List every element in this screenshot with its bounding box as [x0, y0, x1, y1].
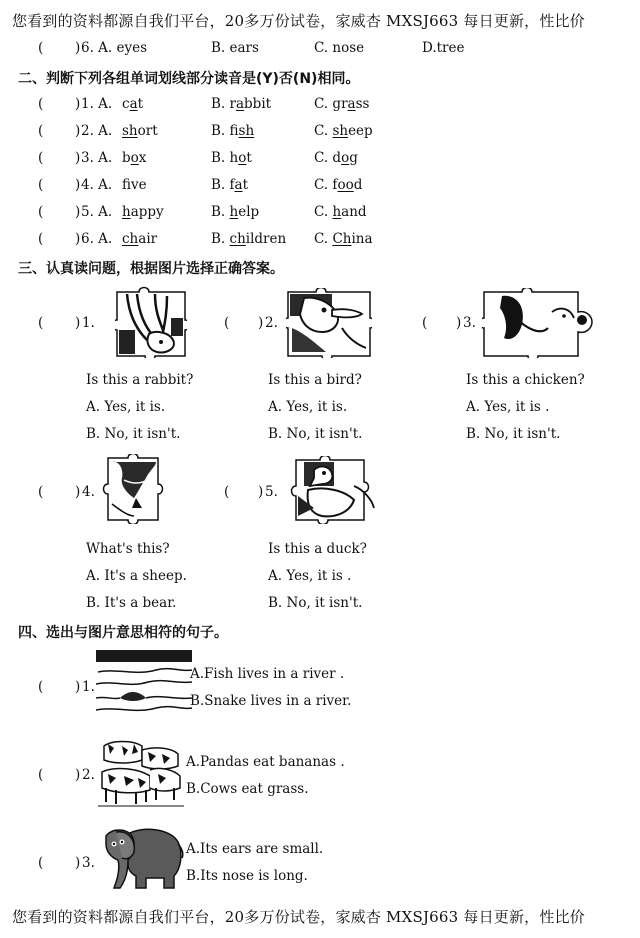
answer-paren-close: ): [75, 150, 81, 166]
word-part: B. h: [211, 150, 239, 166]
question: Is this a duck?: [268, 541, 367, 557]
option-b: B. No, it isn't.: [466, 426, 561, 442]
answer-paren-close: ): [75, 177, 81, 193]
answer-paren-open: (: [38, 177, 44, 193]
word-part: ildren: [245, 231, 287, 247]
word-part: t: [246, 150, 252, 166]
word-part: ort: [137, 123, 158, 139]
answer-paren-open: (: [224, 315, 230, 331]
word-part: t: [242, 177, 248, 193]
answer-paren-open: (: [224, 484, 230, 500]
answer-paren-open: (: [422, 315, 428, 331]
option-b: B.Cows eat grass.: [186, 781, 309, 797]
option-a: [122, 96, 143, 112]
row-number: 4. A.: [81, 177, 113, 193]
duck-puzzle-image: [284, 456, 376, 524]
item-number: 3.: [82, 855, 95, 871]
word-part: B. f: [211, 177, 235, 193]
answer-paren-open: (: [38, 679, 44, 695]
option-a: [122, 177, 147, 193]
item-number: 2.: [265, 315, 278, 331]
word-part: elp: [238, 204, 260, 220]
item-number: 5.: [265, 484, 278, 500]
answer-paren-close: ): [75, 231, 81, 247]
answer-paren-close: ): [456, 315, 462, 331]
item-number: 3.: [463, 315, 476, 331]
word-part: c: [122, 96, 130, 112]
bear-puzzle-image: [98, 454, 170, 524]
section-4-title: 四、选出与图片意思相符的句子。: [18, 625, 228, 641]
word-part: C.: [314, 123, 333, 139]
answer-paren-open: (: [38, 855, 44, 871]
word-part: t: [137, 96, 144, 112]
answer-paren-open: (: [38, 123, 44, 139]
row-number: 5. A.: [81, 204, 113, 220]
word-part: and: [341, 204, 367, 220]
underlined-letters: oo: [337, 177, 354, 193]
word-part: ss: [355, 96, 370, 112]
word-part: eep: [348, 123, 373, 139]
answer-paren-close: ): [75, 40, 81, 56]
word-part: d: [353, 177, 363, 193]
question: What's this?: [86, 541, 170, 557]
question: Is this a chicken?: [466, 372, 585, 388]
word-part: B. r: [211, 96, 236, 112]
option-c: [314, 123, 373, 139]
answer-paren-open: (: [38, 96, 44, 112]
option-a: A. Yes, it is .: [268, 568, 352, 584]
row-number: 3. A.: [81, 150, 113, 166]
option-c: C. nose: [314, 40, 365, 56]
answer-paren-close: ): [75, 484, 81, 500]
word-part: C. d: [314, 150, 342, 166]
option-b: B. No, it isn't.: [268, 595, 363, 611]
word-part: C.: [314, 204, 333, 220]
underlined-letters: a: [129, 96, 138, 112]
word-part: B.: [211, 204, 230, 220]
option-a: [122, 150, 146, 166]
option-c: [314, 96, 369, 112]
option-b: B. It's a bear.: [86, 595, 177, 611]
answer-paren-close: ): [75, 204, 81, 220]
answer-paren-close: ): [75, 767, 81, 783]
answer-paren-open: (: [38, 150, 44, 166]
answer-paren-close: ): [75, 679, 81, 695]
option-c: [314, 177, 362, 193]
answer-paren-close: ): [258, 484, 264, 500]
word-part: ina: [351, 231, 373, 247]
row-number: 2. A.: [81, 123, 113, 139]
item-number: 4.: [82, 484, 95, 500]
chicken-puzzle-image: [482, 288, 594, 358]
promo-banner-bottom: 您看到的资料都源自我们平台，20多万份试卷，家威杏 MXSJ663 每日更新，性比价: [12, 908, 585, 926]
option-a: A. Yes, it is.: [268, 399, 348, 415]
underlined-letters: o: [130, 150, 139, 166]
underlined-letters: sh: [122, 123, 138, 139]
rabbit-puzzle-image: [115, 286, 187, 358]
section-3-title: 三、认真读问题，根据图片选择正确答案。: [18, 261, 284, 277]
underlined-letters: h: [332, 204, 342, 220]
option-a: A.Its ears are small.: [186, 841, 324, 857]
option-b: [211, 177, 248, 193]
underlined-letters: Ch: [332, 231, 352, 247]
answer-paren-open: (: [38, 40, 44, 56]
answer-paren-close: ): [75, 123, 81, 139]
row-number: 6. A.: [81, 231, 113, 247]
option-c: [314, 150, 358, 166]
answer-paren-open: (: [38, 767, 44, 783]
option-a: A.Pandas eat bananas .: [186, 754, 345, 770]
word-part: C.: [314, 231, 333, 247]
answer-paren-open: (: [38, 484, 44, 500]
option-b: B.Snake lives in a river.: [190, 693, 352, 709]
word-part: b: [122, 150, 131, 166]
underlined-letters: ch: [229, 231, 246, 247]
option-d: D.tree: [422, 40, 465, 56]
underlined-letters: sh: [238, 123, 255, 139]
cows-grazing-image: [98, 736, 184, 808]
underlined-letters: a: [347, 96, 356, 112]
underlined-letters: o: [238, 150, 247, 166]
option-b: [211, 204, 259, 220]
word-part: air: [138, 231, 158, 247]
underlined-letters: o: [341, 150, 350, 166]
underlined-letters: a: [235, 96, 245, 112]
option-a: A. Yes, it is .: [466, 399, 550, 415]
option-a: A. Yes, it is.: [86, 399, 166, 415]
option-b: [211, 123, 254, 139]
option-b: B. ears: [211, 40, 259, 56]
underlined-letters: h: [229, 204, 239, 220]
word-part: bbit: [244, 96, 272, 112]
item-number: 1.: [82, 679, 95, 695]
option-a: [122, 231, 157, 247]
answer-paren-close: ): [75, 855, 81, 871]
option-b: B. No, it isn't.: [268, 426, 363, 442]
option-a: A. It's a sheep.: [86, 568, 187, 584]
option-b: B. No, it isn't.: [86, 426, 181, 442]
bird-puzzle-image: [286, 288, 372, 358]
option-b: [211, 96, 271, 112]
word-part: C. gr: [314, 96, 348, 112]
answer-paren-close: ): [75, 96, 81, 112]
question: Is this a rabbit?: [86, 372, 194, 388]
word-part: g: [349, 150, 358, 166]
elephant-image: [98, 822, 184, 892]
word-part: B. fi: [211, 123, 239, 139]
answer-paren-open: (: [38, 231, 44, 247]
option-b: [211, 150, 252, 166]
answer-paren-close: ): [258, 315, 264, 331]
option-b: [211, 231, 286, 247]
river-snake-image: [96, 648, 192, 720]
option-a: A.Fish lives in a river .: [190, 666, 345, 682]
word-part: ve: [131, 177, 147, 193]
answer-paren-close: ): [75, 315, 81, 331]
option-a: [122, 204, 164, 220]
underlined-letters: h: [122, 204, 131, 220]
row-number: 1. A.: [81, 96, 113, 112]
word-part: B.: [211, 231, 230, 247]
option-c: [314, 204, 367, 220]
word-part: f: [122, 177, 132, 193]
underlined-letters: ch: [122, 231, 139, 247]
promo-banner-top: 您看到的资料都源自我们平台，20多万份试卷，家威杏 MXSJ663 每日更新，性比价: [12, 12, 585, 30]
word-part: x: [138, 150, 147, 166]
option-c: [314, 231, 373, 247]
underlined-letters: sh: [332, 123, 349, 139]
item-number: 1.: [82, 315, 95, 331]
answer-paren-open: (: [38, 315, 44, 331]
word-part: appy: [130, 204, 164, 220]
option-a: [122, 123, 158, 139]
word-part: C. f: [314, 177, 338, 193]
option-a: 6. A. eyes: [81, 40, 148, 56]
underlined-letters: a: [234, 177, 243, 193]
answer-paren-open: (: [38, 204, 44, 220]
section-2-title: 二、判断下列各组单词划线部分读音是(Y)否(N)相同。: [18, 71, 360, 87]
item-number: 2.: [82, 767, 95, 783]
option-b: B.Its nose is long.: [186, 868, 308, 884]
question: Is this a bird?: [268, 372, 362, 388]
